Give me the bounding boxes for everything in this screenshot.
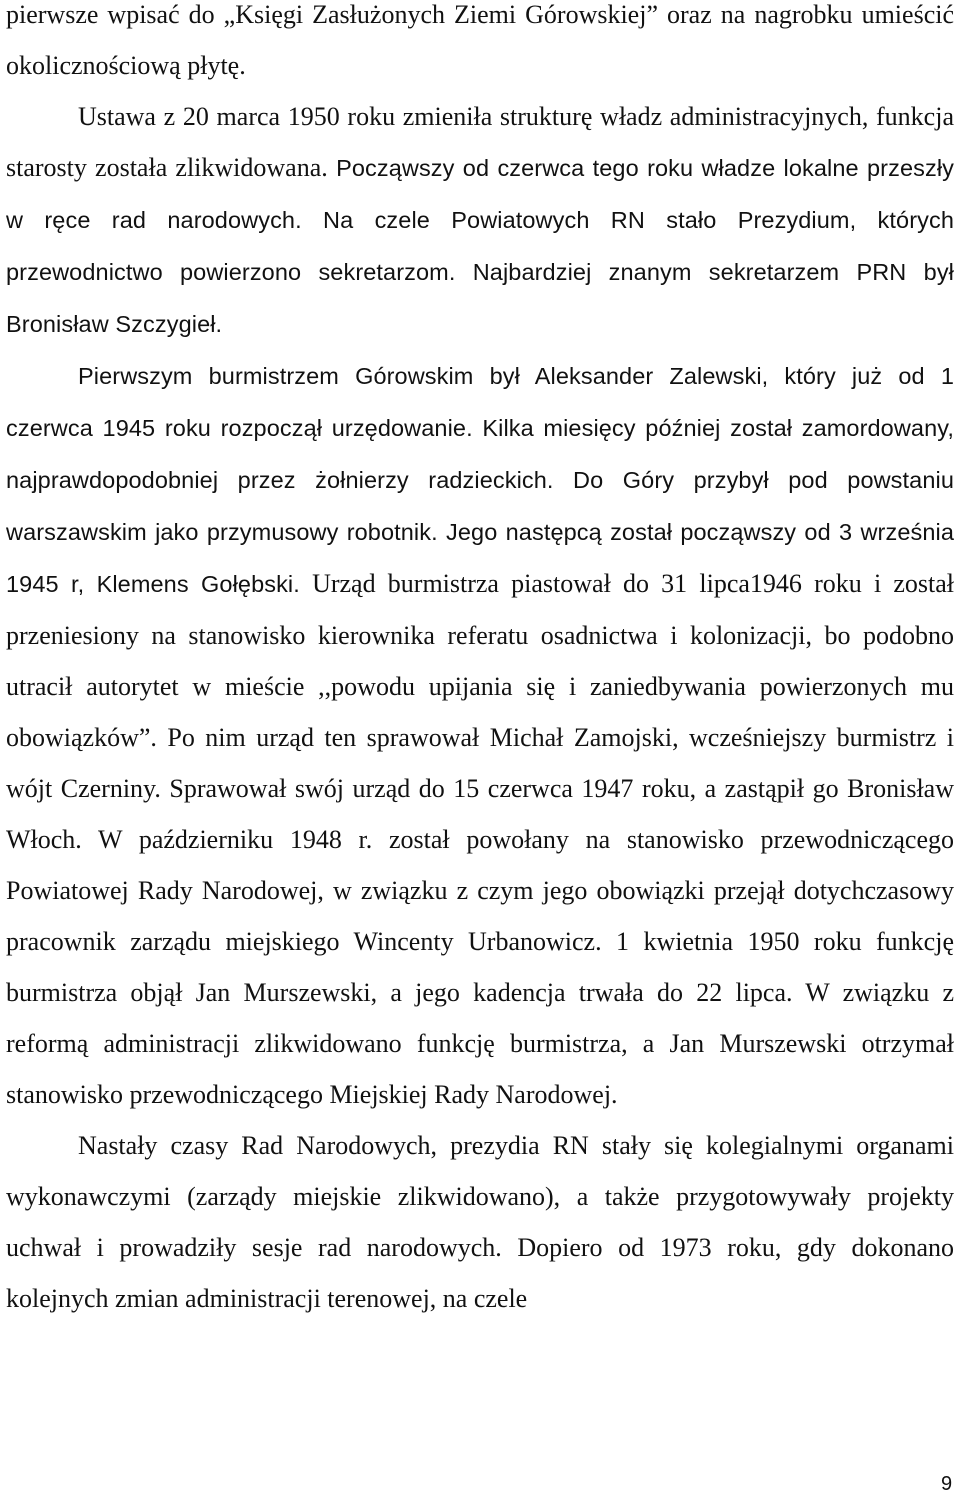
paragraph-1-text: pierwsze wpisać do „Księgi Zasłużonych Ziemi Górowskiej” oraz na nagrobku umieścić okolicznościową płytę. xyxy=(6,0,954,80)
paragraph-1 xyxy=(6,0,954,91)
paragraph-2 xyxy=(6,91,954,350)
paragraph-4 xyxy=(6,1120,954,1324)
document-page xyxy=(6,0,954,1324)
paragraph-2-text-b: Począwszy od czerwca tego roku władze lokalne przeszły w ręce rad narodowych. Na czele Powiatowych RN stało Prezydium, których przewodnictwo powierzono sekretarzom. Najbardziej znanym sekretarzem PRN był Bronisław Szczygieł. xyxy=(6,155,954,337)
paragraph-3-text-b: Urząd burmistrza piastował do 31 lipca1946 roku i został przeniesiony na stanowisko kierownika referatu osadnictwa i kolonizacji, bo podobno utracił autorytet w mieście ,,powodu upijania się i zaniedbywania powierzonych mu obowiązków”. Po nim urząd ten sprawował Michał Zamojski, wcześniejszy burmistrz i wójt Czerniny. Sprawował swój urząd do 15 czerwca 1947 roku, a zastąpił go Bronisław Włoch. W październiku 1948 r. został powołany na stanowisko przewodniczącego Powiatowej Rady Narodowej, w związku z czym jego obowiązki przejął dotychczasowy pracownik zarządu miejskiego Wincenty Urbanowicz. 1 kwietnia 1950 roku funkcję burmistrza objął Jan Murszewski, a jego kadencja trwała do 22 lipca. W związku z reformą administracji zlikwidowano funkcję burmistrza, a Jan Murszewski otrzymał stanowisko przewodniczącego Miejskiej Rady Narodowej. xyxy=(6,569,955,1109)
paragraph-2-text-a: Ustawa z 20 marca 1950 roku zmieniła strukturę władz administracyjnych, funkcja starosty została zlikwidowana. xyxy=(6,102,954,182)
paragraph-4-text: Nastały czasy Rad Narodowych, prezydia RN stały się kolegialnymi organami wykonawczymi (zarządy miejskie zlikwidowano), a także przygotowywały projekty uchwał i prowadziły sesje rad narodowych. Dopiero od 1973 roku, gdy dokonano kolejnych zmian administracji terenowej, na czele xyxy=(6,1131,954,1313)
paragraph-3 xyxy=(6,350,954,1120)
paragraph-3-text-a: Pierwszym burmistrzem Górowskim był Aleksander Zalewski, który już od 1 czerwca 1945 roku rozpoczął urzędowanie. Kilka miesięcy później został zamordowany, najprawdopodobniej przez żołnierzy radzieckich. Do Góry przybył pod powstaniu warszawskim jako przymusowy robotnik. Jego następcą został począwszy od 3 września 1945 r, Klemens Gołębski. xyxy=(6,363,954,597)
page-number: 9 xyxy=(941,1473,953,1495)
